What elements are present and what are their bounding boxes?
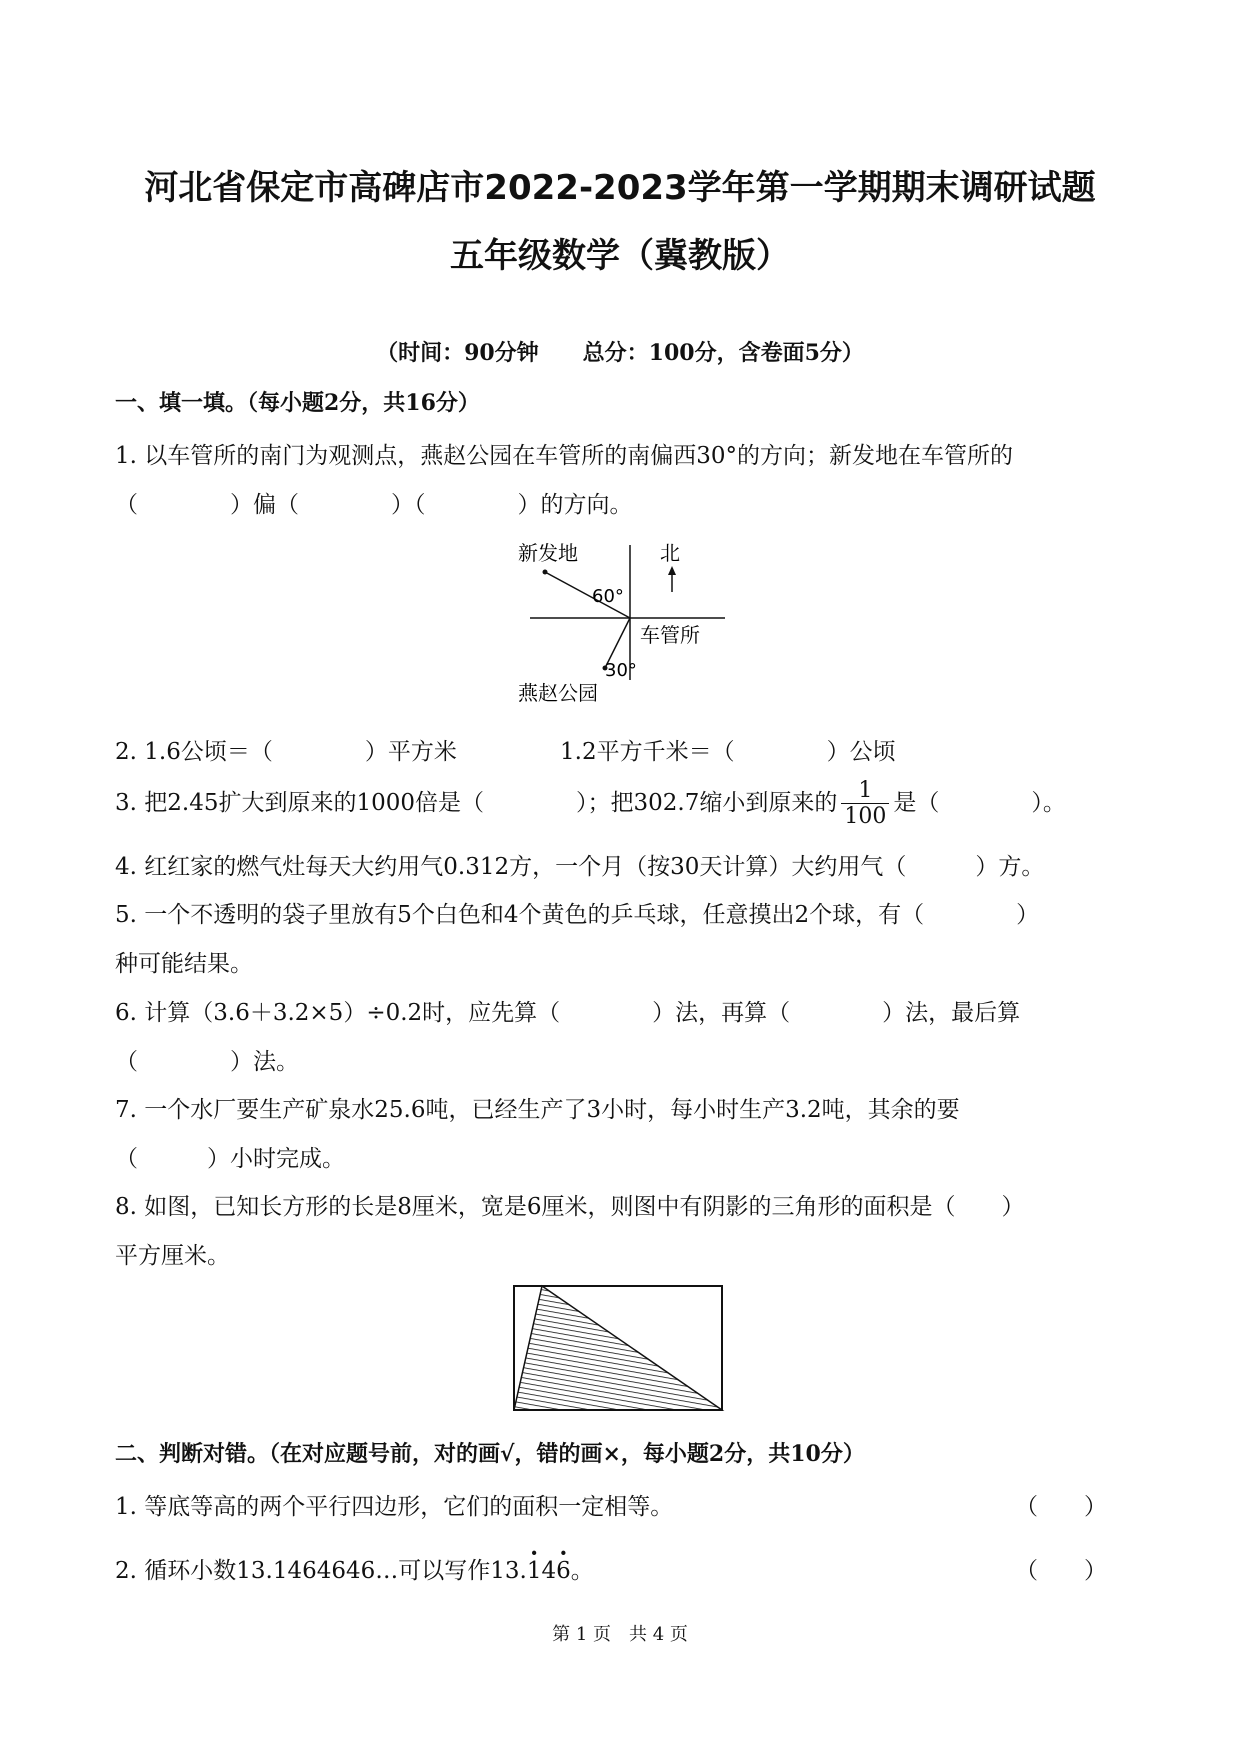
q5-line2: 种可能结果。 (115, 951, 253, 977)
s2-q2-end: 。 (570, 1558, 594, 1584)
q7-line1: 7. 一个水厂要生产矿泉水25.6吨，已经生产了3小时，每小时生产3.2吨，其余的要 (115, 1097, 960, 1123)
q1-blank-2[interactable]: （ ） (276, 492, 414, 518)
q7-line2: （ ）小时完成。 (115, 1146, 345, 1172)
fraction-one-hundredth (841, 778, 889, 830)
s2-q1: 1. 等底等高的两个平行四边形，它们的面积一定相等。 (115, 1494, 674, 1520)
q4-line: 4. 红红家的燃气灶每天大约用气0.312方，一个月（按30天计算）大约用气（ ）方。 (115, 854, 1045, 880)
fraction-numerator: 1 (841, 778, 889, 804)
q6-line2: （ ）法。 (115, 1049, 299, 1075)
label-angle-60: 60° (592, 586, 624, 607)
direction-diagram (500, 530, 740, 710)
label-bei: 北 (660, 541, 680, 565)
fraction-denominator: 100 (844, 804, 887, 830)
q1-text-pian: 偏 (253, 492, 276, 518)
q1-line1: 1. 以车管所的南门为观测点，燕赵公园在车管所的南偏西30°的方向；新发地在车管所的 (115, 443, 1014, 469)
q1-text-direction: 的方向。 (540, 492, 633, 518)
section2-heading: 二、判断对错。（在对应题号前，对的画√，错的画×，每小题2分，共10分） (115, 1441, 865, 1467)
shaded-triangle (514, 1286, 722, 1410)
q3-part-a: 3. 把2.45扩大到原来的1000倍是（ ）；把302.7缩小到原来的 (115, 789, 838, 816)
north-arrow-head-icon (668, 566, 676, 575)
repeating-digit-1: · 1 (527, 1558, 542, 1584)
q1-line2 (115, 486, 633, 519)
q3-part-b: 是（ ）。 (893, 789, 1066, 816)
exam-subtitle: 五年级数学（冀教版） (450, 236, 790, 276)
q3-line (115, 778, 1066, 830)
q8-line2: 平方厘米。 (115, 1243, 230, 1269)
rectangle-triangle-figure (512, 1284, 728, 1414)
label-cheguansuo: 车管所 (640, 623, 700, 647)
label-yanzhao: 燕赵公园 (518, 681, 598, 705)
xinfadi-point (543, 570, 548, 575)
time-info: （时间：90分钟 总分：100分，含卷面5分） (376, 340, 864, 366)
s2-q2-answer[interactable]: （ ） (1015, 1558, 1107, 1584)
s2-q2-text: 2. 循环小数13.1464646…可以写作13. (115, 1558, 527, 1584)
page-footer: 第 1 页 共 4 页 (552, 1624, 688, 1645)
section1-heading: 一、填一填。（每小题2分，共16分） (115, 390, 480, 416)
digit-4: 4 (541, 1558, 557, 1584)
exam-title: 河北省保定市高碑店市2022-2023学年第一学期期末调研试题 (144, 168, 1096, 208)
q6-line1: 6. 计算（3.6＋3.2×5）÷0.2时，应先算（ ）法，再算（ ）法，最后算 (115, 1000, 1021, 1026)
q8-line1: 8. 如图，已知长方形的长是8厘米，宽是6厘米，则图中有阴影的三角形的面积是（ ） (115, 1194, 1025, 1220)
label-angle-30: 30° (605, 660, 637, 681)
q2-part-a: 2. 1.6公顷＝（ ）平方米 (115, 739, 457, 765)
s2-q2 (115, 1552, 594, 1585)
s2-q1-answer[interactable]: （ ） (1015, 1494, 1107, 1520)
q5-line1: 5. 一个不透明的袋子里放有5个白色和4个黄色的乒乓球，任意摸出2个球，有（ ） (115, 902, 1040, 928)
q2-part-b: 1.2平方千米＝（ ）公顷 (560, 739, 896, 765)
repeating-digit-6: · 6 (556, 1558, 571, 1584)
q1-blank-1[interactable]: （ ） (115, 492, 253, 518)
q1-blank-3[interactable]: （ ） (414, 492, 541, 518)
label-xinfadi: 新发地 (518, 541, 578, 565)
